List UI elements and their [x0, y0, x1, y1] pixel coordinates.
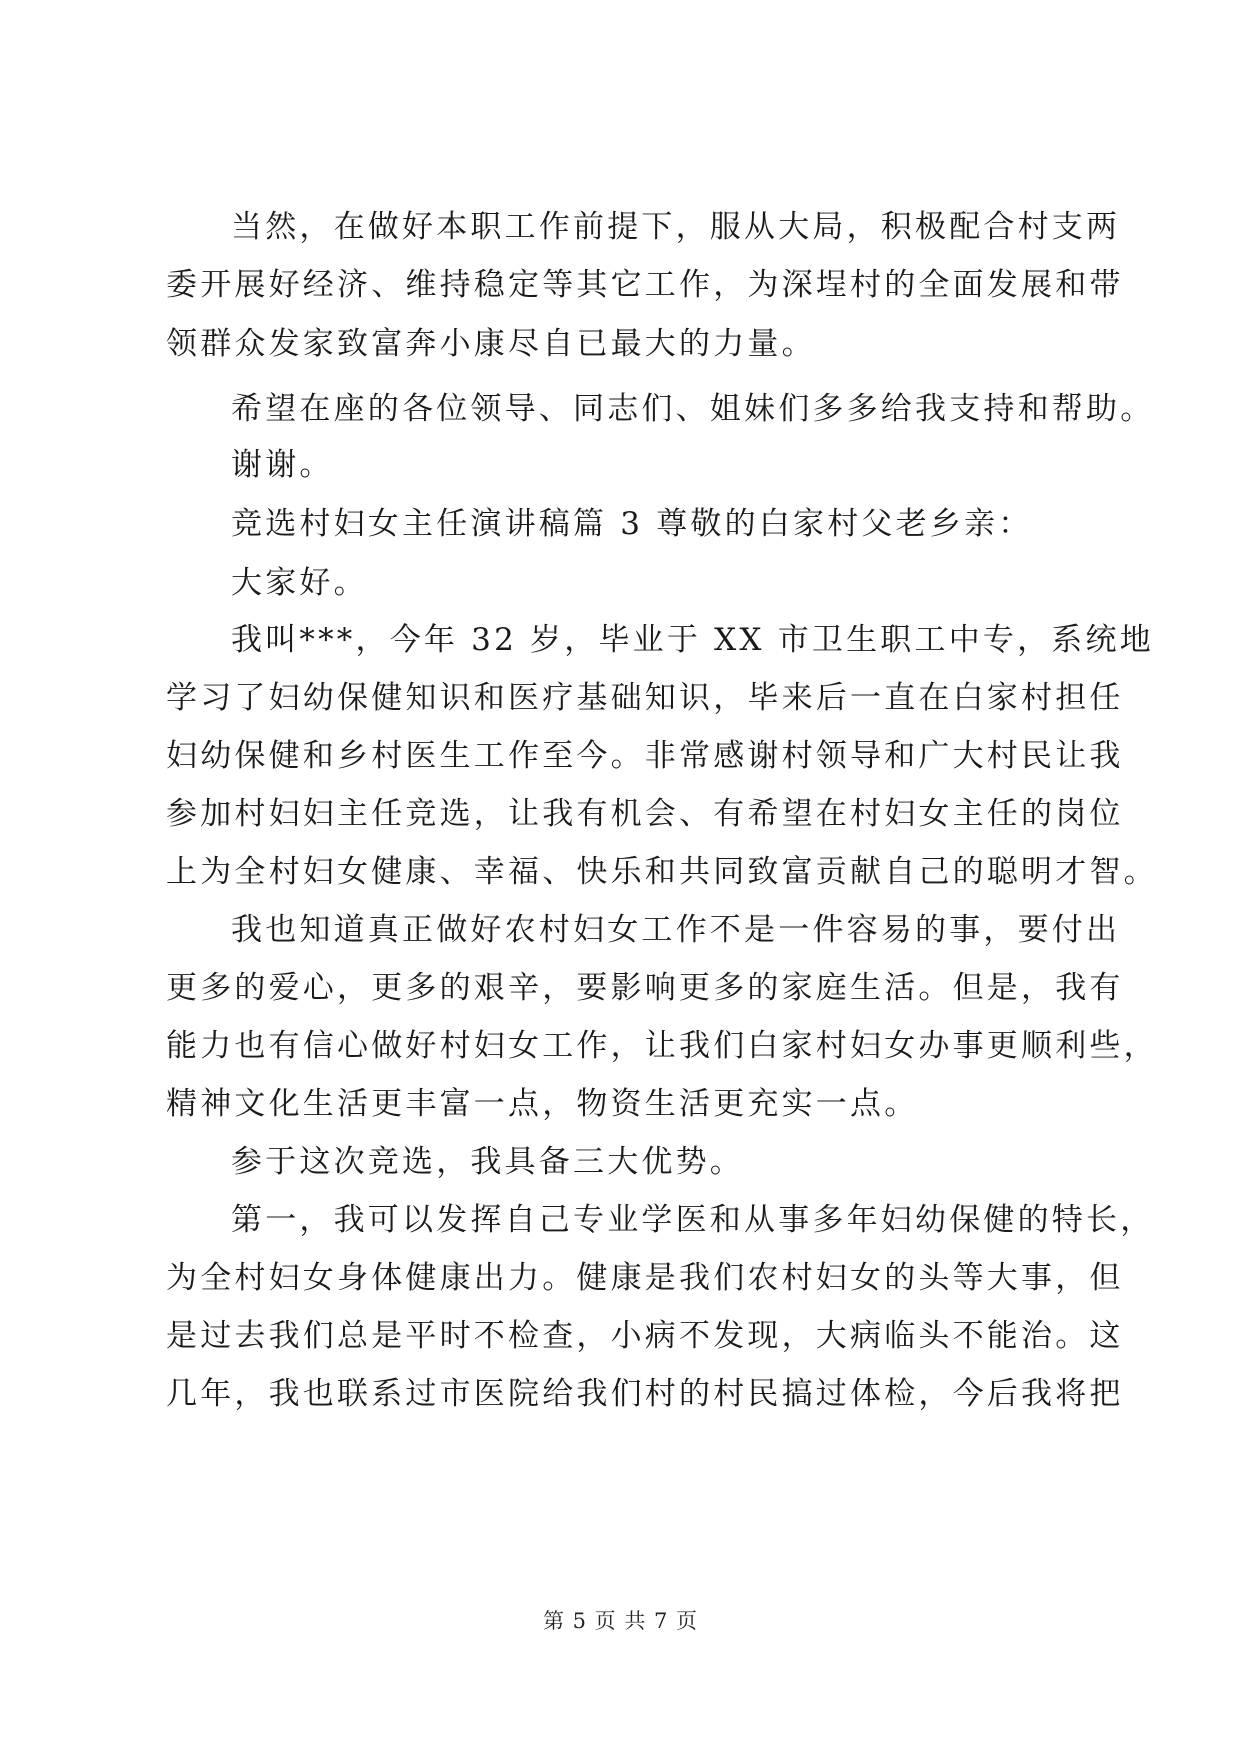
text-line: 我叫***，今年 32 岁，毕业于 XX 市卫生职工中专，系统地 [231, 622, 1154, 658]
text-line: 当然，在做好本职工作前提下，服从大局，积极配合村支两 [231, 209, 1121, 245]
text-line: 大家好。 [231, 565, 368, 601]
text-line: 领群众发家致富奔小康尽自已最大的力量。 [166, 326, 816, 362]
text-line: 上为全村妇女健康、幸福、快乐和共同致富贡献自己的聪明才智。 [166, 854, 1158, 890]
text-line: 是过去我们总是平时不检查，小病不发现，大病临头不能治。这 [166, 1318, 1124, 1354]
text-line: 参加村妇妇主任竞选，让我有机会、有希望在村妇女主任的岗位 [166, 796, 1124, 832]
text-line: 精神文化生活更丰富一点，物资生活更充实一点。 [166, 1086, 919, 1122]
text-line: 为全村妇女身体健康出力。健康是我们农村妇女的头等大事，但 [166, 1260, 1124, 1296]
text-line: 能力也有信心做好村妇女工作，让我们白家村妇女办事更顺利些， [166, 1028, 1158, 1064]
text-line: 几年，我也联系过市医院给我们村的村民搞过体检，今后我将把 [166, 1376, 1124, 1412]
text-line: 竞选村妇女主任演讲稿篇 3 尊敬的白家村父老乡亲： [231, 506, 1033, 542]
page-footer: 第 5 页 共 7 页 [542, 1609, 699, 1633]
text-line: 妇幼保健和乡村医生工作至今。非常感谢村领导和广大村民让我 [166, 738, 1124, 774]
text-line: 委开展好经济、维持稳定等其它工作，为深埕村的全面发展和带 [166, 267, 1124, 303]
text-line: 参于这次竞选，我具备三大优势。 [231, 1144, 744, 1180]
text-line: 希望在座的各位领导、同志们、姐妹们多多给我支持和帮助。 [231, 391, 1155, 427]
text-line: 第一，我可以发挥自己专业学医和从事多年妇幼保健的特长， [231, 1202, 1155, 1238]
text-line: 更多的爱心，更多的艰辛，要影响更多的家庭生活。但是，我有 [166, 970, 1124, 1006]
text-line: 学习了妇幼保健知识和医疗基础知识，毕来后一直在白家村担任 [166, 680, 1124, 716]
text-line: 我也知道真正做好农村妇女工作不是一件容易的事，要付出 [231, 912, 1121, 948]
text-line: 谢谢。 [231, 447, 334, 483]
